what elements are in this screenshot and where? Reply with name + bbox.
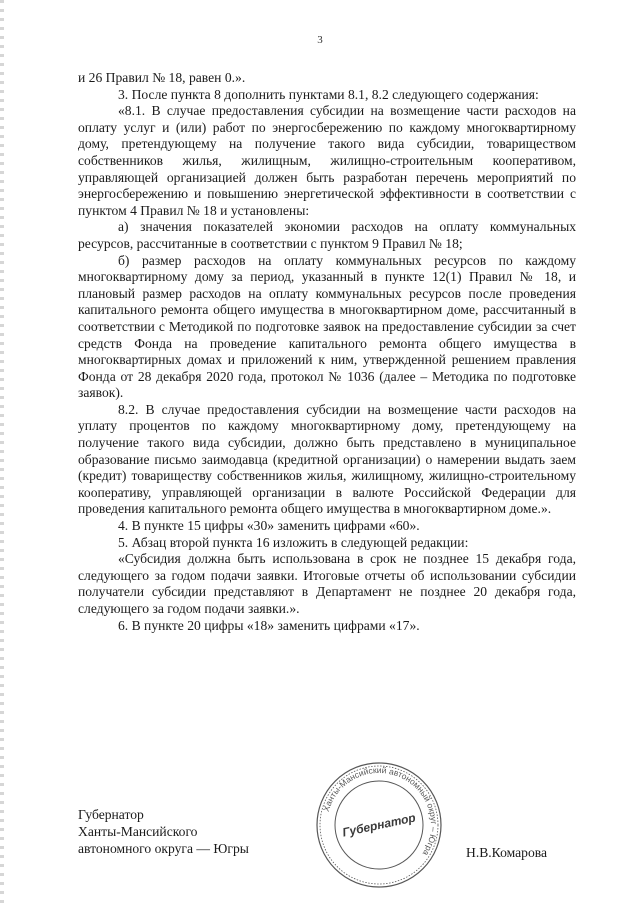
paragraph: «8.1. В случае предоставления субсидии на возмещение части расходов на оплату услуг и (или) работ по энергосбережению по каждому многоквартирному дому, претендующему на получение такого вида субсидии, товариществом собственников жилья, жилищным, жилищно-строительным кооперативом, управляющей организацией должен быть разработан перечень мероприятий по энергосбережению и повышению энергетической эффективности в соответствии с пунктом 4 Правил № 18 и установлены: xyxy=(78,103,576,218)
paragraph: 5. Абзац второй пункта 16 изложить в следующей редакции: xyxy=(118,534,469,550)
paragraph: 6. В пункте 20 цифры «18» заменить цифрами «17». xyxy=(118,617,420,633)
official-seal-stamp xyxy=(304,760,454,890)
signer-position-line2: Ханты-Мансийского xyxy=(78,824,198,839)
signer-name: Н.В.Комарова xyxy=(466,845,548,860)
page-number: 3 xyxy=(317,34,323,46)
paragraph: 3. После пункта 8 дополнить пунктами 8.1, 8.2 следующего содержания: xyxy=(118,86,539,102)
signer-position-line1: Губернатор xyxy=(78,807,144,822)
paragraph: и 26 Правил № 18, равен 0.». xyxy=(78,70,246,85)
paragraph: «Субсидия должна быть использована в срок не позднее 15 декабря года, следующего за годом подачи заявки. Итоговые отчеты об использовании субсидии получатели субсидии представляют в Департамент не позднее 20 декабря года, следующего за годом подачи заявки.». xyxy=(78,551,576,616)
paragraph: б) размер расходов на оплату коммунальных ресурсов по каждому многоквартирному дому за период, указанный в пункте 12(1) Правил № 18, и плановый размер расходов на оплату коммунальных ресурсов после проведения капитального ремонта общего имущества в многоквартирном доме, рассчитанный в соответствии с Методикой по подготовке заявок на предоставление субсидии за счет средств Фонда на проведение капитального ремонта общего имущества в многоквартирных домах и приложений к ним, утвержденной решением правления Фонда от 28 декабря 2020 года, протокол № 1036 (далее – Методика по подготовке заявок). xyxy=(78,252,576,401)
stamp-center-text: Губернатор xyxy=(341,810,417,840)
stamp-ring-text: Ханты-Мансийский автономный округ – Югра xyxy=(320,764,440,858)
scan-edge xyxy=(0,0,4,905)
paragraph: а) значения показателей экономии расходов на оплату коммунальных ресурсов, рассчитанные в соответствии с пунктом 9 Правил № 18; xyxy=(78,219,576,251)
signature-block xyxy=(78,806,249,857)
paragraph: 4. В пункте 15 цифры «30» заменить цифрами «60». xyxy=(118,518,420,534)
document-body xyxy=(78,70,576,634)
paragraph: 8.2. В случае предоставления субсидии на возмещение части расходов на уплату процентов по каждому многоквартирному дому, претендующему на получение такого вида субсидии, должно быть представлено в муниципальное образование письмо заимодавца (кредитной организации) о намерении выдать заем (кредит) товариществу собственников жилья, жилищному, жилищно-строительному кооперативу, управляющей организации в валюте Российской Федерации для проведения капитального ремонта общего имущества в многоквартирном доме.». xyxy=(78,401,576,517)
signer-position-line3: автономного округа — Югры xyxy=(78,841,249,856)
